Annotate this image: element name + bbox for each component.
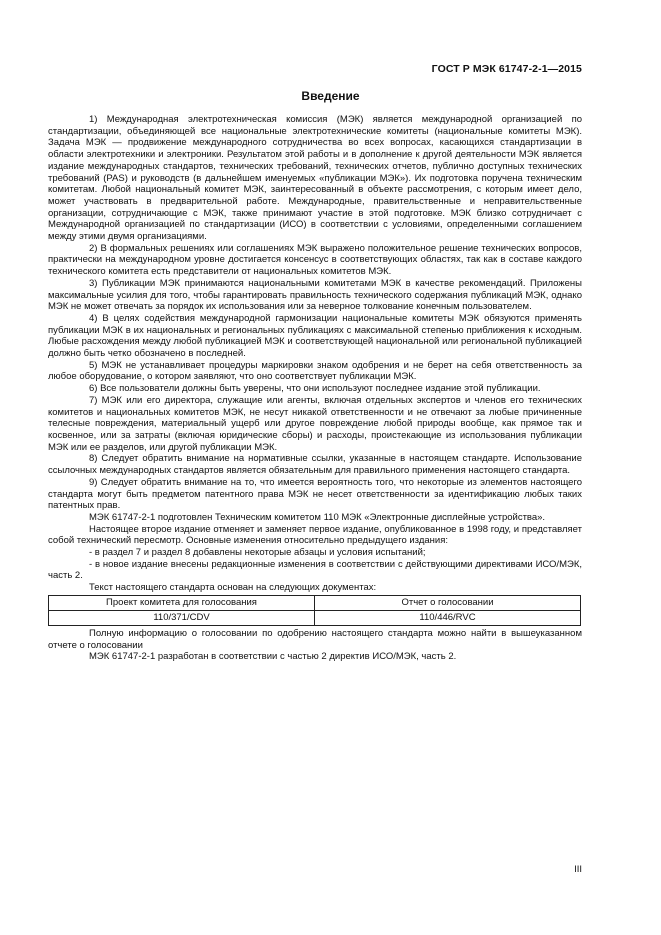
table-header-cell: Отчет о голосовании bbox=[315, 595, 581, 610]
section-title: Введение bbox=[301, 89, 360, 103]
directives-paragraph: МЭК 61747-2-1 разработан в соответствии с частью 2 директив ИСО/МЭК, часть 2. bbox=[89, 651, 457, 663]
paragraph-5: 5) МЭК не устанавливает процедуры маркировки знаком одобрения и не берет на себя ответственность за любое оборудование, о котором заявляют, что оно соответствует публикации МЭК. bbox=[48, 359, 582, 383]
table-cell: 110/446/RVC bbox=[315, 610, 581, 625]
paragraph-7: 7) МЭК или его директора, служащие или агенты, включая отдельных экспертов и членов его технических комитетов и национальных комитетов МЭК, не несут никакой ответственности и не отвечают за любые причиненные телесные повреждения, материальный ущерб или другое повреждение любой природы вообще, как прямое так и косвенное, или за затраты (включая юридические сборы) и расходы, проистекающие из использования публикации МЭК или ее разделов, или другой публикации МЭК. bbox=[48, 394, 582, 453]
voting-info-paragraph: Полную информацию о голосовании по одобрению настоящего стандарта можно найти в вышеуказанном отчете о голосовании bbox=[48, 627, 582, 651]
paragraph-3: 3) Публикации МЭК принимаются национальными комитетами МЭК в качестве рекомендаций. Приложены максимальные усилия для того, чтобы гарантировать правильность технического содержания публикаций МЭК, однако МЭК не может отвечать за порядок их использования или за неверное толкование конечным пользователем. bbox=[48, 277, 582, 313]
paragraph-1: 1) Международная электротехническая комиссия (МЭК) является международной организацией по стандартизации, объединяющей все национальные электротехнические комитеты (национальные комитеты МЭК). Задача МЭК — продвижение международного сотрудничества во всех вопросах, касающихся стандартизации в области электротехники и электроники. Результатом этой работы и в дополнение к другой деятельности МЭК является издание международных стандартов, технических требований, технических отчетов, публично доступных технических требований (PAS) и руководств (в дальнейшем именуемых «публикации МЭК»). Их подготовка поручена техническим комитетам. Любой национальный комитет МЭК, заинтересованный в объекте рассмотрения, с которым имеет дело, может участвовать в предварительной работе. Международные, правительственные и неправительственные организации, сотрудничающие с МЭК, также принимают участие в этой подготовке. МЭК близко сотрудничает с Международной организацией по стандартизации (ИСО) в соответствии с условиями, определенными соглашением между этими двумя организациями. bbox=[48, 114, 582, 243]
change-item-1: - в раздел 7 и раздел 8 добавлены некоторые абзацы и условия испытаний; bbox=[89, 547, 426, 559]
paragraph-8: 8) Следует обратить внимание на нормативные ссылки, указанные в настоящем стандарте. Использование ссылочных международных стандартов является обязательным для правильного применения настоящего стандарта. bbox=[48, 453, 582, 477]
voting-documents-table bbox=[48, 595, 581, 626]
page-number: III bbox=[574, 864, 582, 875]
table-header-row bbox=[49, 595, 581, 610]
table-cell: 110/371/CDV bbox=[49, 610, 315, 625]
table-header-cell: Проект комитета для голосования bbox=[49, 595, 315, 610]
document-code-header: ГОСТ Р МЭК 61747-2-1—2015 bbox=[431, 63, 582, 75]
paragraph-2: 2) В формальных решениях или соглашениях МЭК выражено положительное решение технических вопросов, практически на международном уровне достигается консенсус в соответствующих областях, так как в составе каждого технического комитета есть представители от национальных комитетов МЭК. bbox=[48, 242, 582, 278]
change-item-2: - в новое издание внесены редакционные изменения в соответствии с действующими директивами ИСО/МЭК, часть 2. bbox=[48, 558, 582, 582]
edition-paragraph: Настоящее второе издание отменяет и заменяет первое издание, опубликованное в 1998 году, и представляет собой технический пересмотр. Основные изменения относительно предыдущего издания: bbox=[48, 523, 582, 547]
paragraph-4: 4) В целях содействия международной гармонизации национальные комитеты МЭК обязуются применять публикации МЭК в их национальных и региональных публикациях с максимальной степенью приближения к исходным. Любые расхождения между любой публикацией МЭК и соответствующей национальной или региональной публикацией должно быть четко обозначено в последней. bbox=[48, 312, 582, 360]
paragraph-6: 6) Все пользователи должны быть уверены, что они используют последнее издание этой публикации. bbox=[89, 383, 541, 395]
table-row bbox=[49, 610, 581, 625]
prepared-by-paragraph: МЭК 61747-2-1 подготовлен Техническим комитетом 110 МЭК «Электронные дисплейные устройства». bbox=[89, 511, 546, 523]
documents-intro: Текст настоящего стандарта основан на следующих документах: bbox=[89, 582, 377, 594]
paragraph-9: 9) Следует обратить внимание на то, что имеется вероятность того, что некоторые из элементов настоящего стандарта могут быть предметом патентного права МЭК не несет ответственности за идентификацию любых таких патентных прав. bbox=[48, 476, 582, 512]
document-body bbox=[48, 114, 582, 663]
